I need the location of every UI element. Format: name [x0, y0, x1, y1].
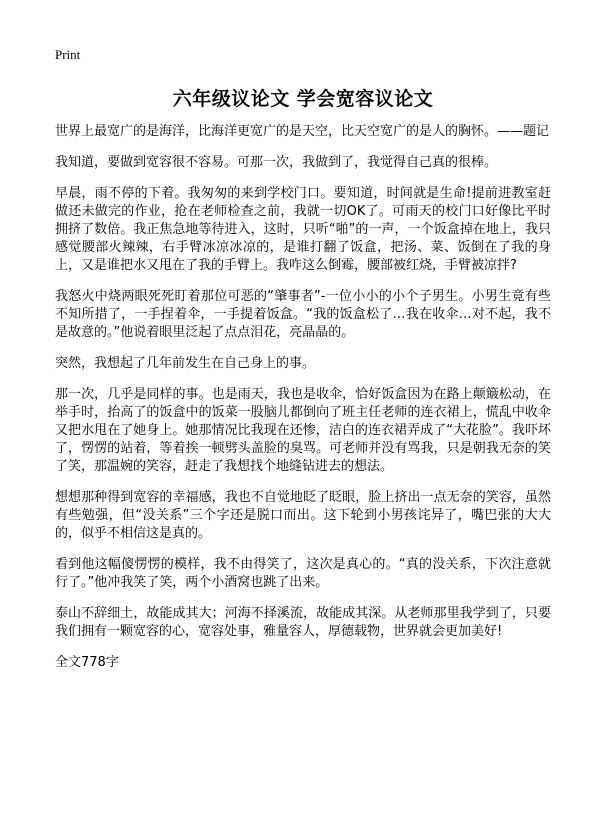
article-paragraph: 突然，我想起了几年前发生在自己身上的事。 [55, 356, 316, 371]
article-title: 六年级议论文 学会宽容议论文 [172, 88, 434, 110]
print-link[interactable]: Print [55, 47, 81, 62]
article-paragraph: 我怒火中烧两眼死死盯着那位可恶的“肇事者”-一位小小的小个子男生。小男生竟有些不知所措了，一手捏着伞，一手提着饭盒。“我的饭盒松了…我在收伞…对不起，我不是故意的。”他说着眼里泛起了点点泪花，亮晶晶的。 [55, 289, 551, 340]
article-paragraph: 那一次，几乎是同样的事。也是雨天，我也是收伞，恰好饭盒因为在路上颠簸松动，在举手时，抬高了的饭盒中的饭菜一股脑儿都倒向了班主任老师的连衣裙上，慌乱中收伞又把水甩在了她身上。她那情况比我现在还惨，洁白的连衣裙弄成了“大花脸”。我吓坏了，愣愣的站着，等着挨一顿劈头盖脸的臭骂。可老师并没有骂我，只是朝我无奈的笑了笑，那温婉的笑容，赶走了我想找个地缝钻进去的想法。 [55, 387, 551, 474]
article-paragraph: 看到他这幅傻愣愣的模样，我不由得笑了，这次是真心的。“真的没关系，下次注意就行了。”他冲我笑了笑，两个小酒窝也跳了出来。 [55, 557, 551, 590]
article-paragraph: 早晨，雨不停的下着。我匆匆的来到学校门口。要知道，时间就是生命!提前进教室赶做还未做完的作业，抢在老师检查之前，我就一切OK了。可雨天的校门口好像比平时拥挤了数倍。我正焦急地等待进入，这时，只听“啪”的一声，一个饭盒掉在地上，我只感觉腰部火辣辣，右手臂冰凉冰凉的，是谁打翻了饭盒，把汤、菜、饭倒在了我的身上，又是谁把水又甩在了我的手臂上。我咋这么倒霉，腰部被红烧，手臂被凉拌? [55, 186, 551, 273]
conclusion-paragraph: 泰山不辞细土，故能成其大；河海不择溪流，故能成其深。从老师那里我学到了，只要我们拥有一颗宽容的心，宽容处事，雅量容人，厚德载物，世界就会更加美好! [55, 606, 551, 639]
epigraph-paragraph: 世界上最宽广的是海洋，比海洋更宽广的是天空，比天空宽广的是人的胸怀。——题记 [55, 124, 550, 139]
word-count: 全文778字 [55, 655, 119, 670]
article-paragraph: 想想那种得到宽容的幸福感，我也不自觉地眨了眨眼，脸上挤出一点无奈的笑容，虽然有些勉强，但“没关系”三个字还是脱口而出。这下轮到小男孩诧异了，嘴巴张的大大的，似乎不相信这是真的。 [55, 490, 551, 541]
article-paragraph: 我知道，要做到宽容很不容易。可那一次，我做到了，我觉得自己真的很棒。 [55, 155, 498, 170]
